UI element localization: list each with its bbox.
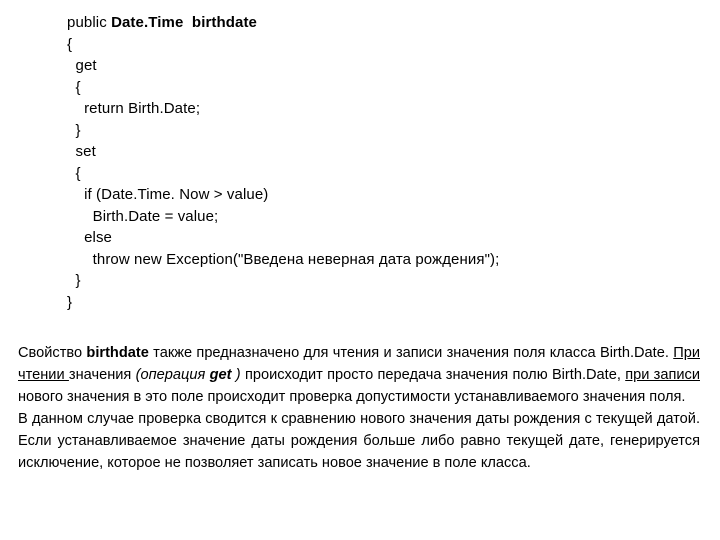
code-line: {	[67, 164, 81, 182]
code-line-assign: Birth.Date = value;	[67, 207, 219, 225]
code-line-throw: throw new Exception("Введена неверная дата рождения");	[67, 250, 500, 268]
description-text	[18, 342, 700, 474]
code-line-declaration	[67, 12, 499, 34]
property-name-bold: birthdate	[86, 345, 149, 361]
italic-text: (операция	[135, 367, 210, 383]
code-keyword-public: public	[67, 14, 112, 31]
italic-text: )	[231, 367, 241, 383]
code-line: {	[67, 78, 81, 96]
code-line-get: get	[67, 57, 97, 74]
code-line: }	[67, 272, 81, 289]
underlined-text-read: При чтении	[18, 345, 700, 383]
code-line-set: set	[67, 143, 96, 160]
code-line: }	[67, 121, 81, 139]
text-run: происходит просто передача значения полю Birth.Date,	[240, 367, 626, 383]
text-run: Свойство	[18, 345, 87, 361]
code-line-else: else	[67, 229, 112, 246]
code-line-if: if (Date.Time. Now > value)	[67, 186, 269, 203]
text-run: нового значения в это поле происходит проверка допустимости устанавливаемого значения поля.	[18, 389, 686, 405]
description-paragraph-1	[18, 342, 700, 408]
text-run: значения	[68, 367, 136, 383]
code-line: }	[67, 293, 73, 311]
code-type-datetime: Date.Time	[111, 14, 184, 31]
underlined-text-write: при записи	[625, 367, 700, 383]
code-block	[67, 12, 499, 313]
code-line-return: return Birth.Date;	[67, 100, 201, 117]
code-line: {	[67, 35, 73, 53]
code-property-name: birthdate	[183, 14, 257, 31]
get-keyword: get	[209, 367, 232, 383]
description-paragraph-2: В данном случае проверка сводится к сравнению нового значения даты рождения с текущей датой. Если устанавливаемое значение даты рождения больше либо равно текущей дате, генерируется исключение, которое не позволяет записать новое значение в поле класса.	[18, 411, 700, 471]
text-run: также предназначено для чтения и записи значения поля класса Birth.Date.	[148, 345, 674, 361]
